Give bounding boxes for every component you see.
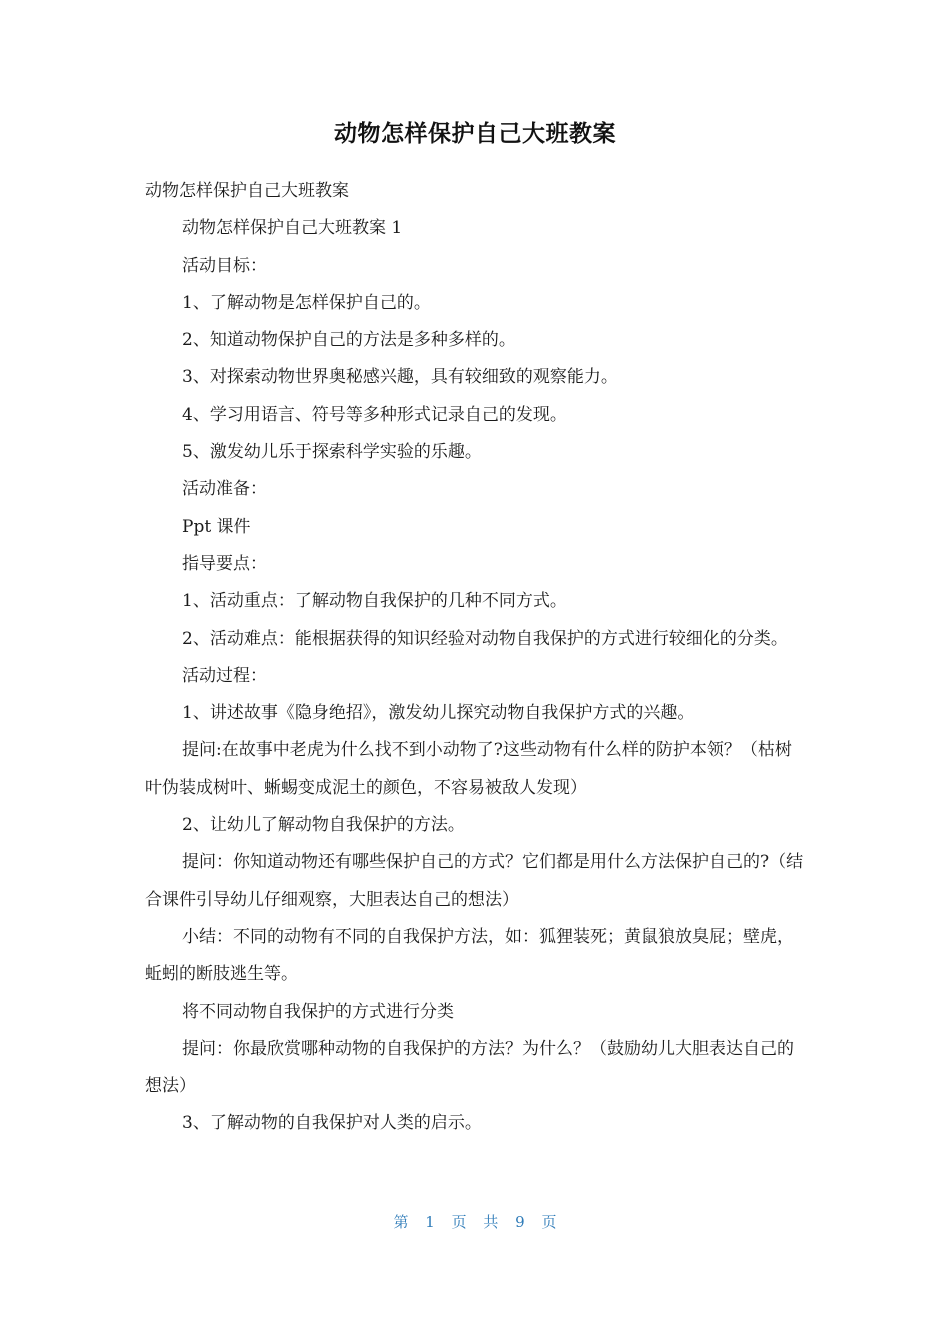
paragraph: 将不同动物自我保护的方式进行分类 [182,1001,454,1022]
paragraph: 动物怎样保护自己大班教案 1 [182,218,403,239]
paragraph: 提问:在故事中老虎为什么找不到小动物了?这些动物有什么样的防护本领？（枯树叶伪装成树叶、蜥蜴变成泥土的颜色，不容易被敌人发现） [145,740,792,798]
paragraph: 提问：你知道动物还有哪些保护自己的方式？它们都是用什么方法保护自己的?（结合课件引导幼儿仔细观察，大胆表达自己的想法） [145,852,804,910]
paragraph: 1、了解动物是怎样保护自己的。 [182,292,431,313]
paragraph: 2、活动难点：能根据获得的知识经验对动物自我保护的方式进行较细化的分类。 [182,628,788,649]
document-subtitle: 动物怎样保护自己大班教案 [145,181,349,201]
document-title: 动物怎样保护自己大班教案 [334,121,616,147]
paragraph: 3、对探索动物世界奥秘感兴趣，具有较细致的观察能力。 [182,367,618,388]
paragraph: 活动过程： [182,665,267,686]
paragraph: 2、让幼儿了解动物自我保护的方法。 [182,815,465,836]
paragraph: 1、讲述故事《隐身绝招》，激发幼儿探究动物自我保护方式的兴趣。 [182,703,695,724]
paragraph: 活动目标： [182,255,267,276]
page-number-footer: 第 1 页 共 9 页 [393,1213,557,1231]
document-body [145,173,807,1143]
paragraph: 5、激发幼儿乐于探索科学实验的乐趣。 [182,442,482,463]
paragraph: 1、活动重点：了解动物自我保护的几种不同方式。 [182,591,567,612]
paragraph: 4、学习用语言、符号等多种形式记录自己的发现。 [182,404,567,425]
paragraph: 活动准备： [182,479,267,500]
paragraph: Ppt 课件 [182,516,251,537]
paragraph: 提问：你最欣赏哪种动物的自我保护的方法？为什么？（鼓励幼儿大胆表达自己的想法） [145,1038,794,1097]
paragraph: 3、了解动物的自我保护对人类的启示。 [182,1113,482,1134]
paragraph: 2、知道动物保护自己的方法是多种多样的。 [182,330,516,351]
paragraph: 指导要点： [182,553,267,574]
paragraph: 小结：不同的动物有不同的自我保护方法，如：狐狸装死；黄鼠狼放臭屁；壁虎，蚯蚓的断肢逃生等。 [145,926,794,985]
